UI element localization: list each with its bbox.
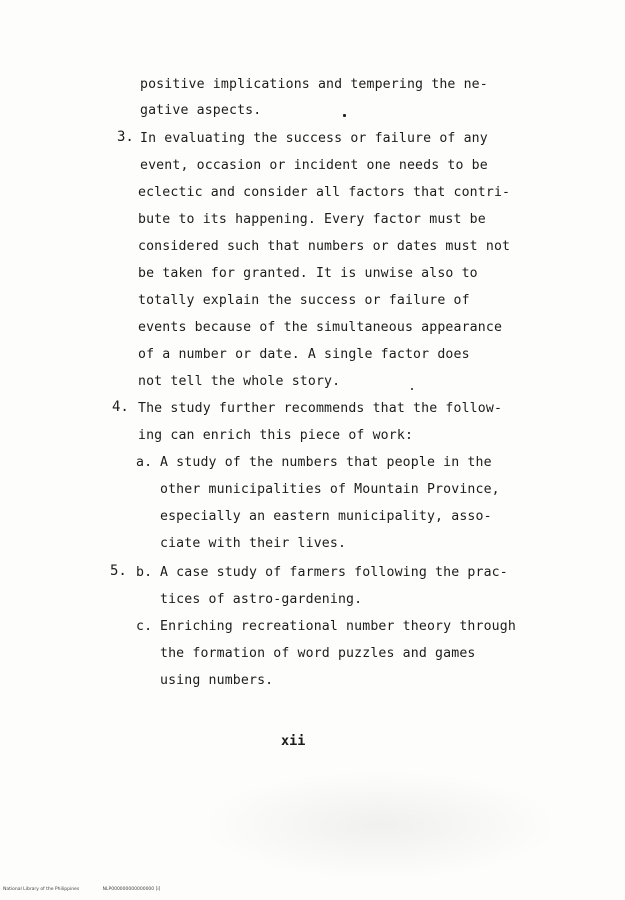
sub-c-line: using numbers.: [160, 673, 274, 688]
item3-line: events because of the simultaneous appearance: [138, 320, 503, 335]
page-number: xii: [281, 733, 306, 749]
sub-a-line: other municipalities of Mountain Province,: [160, 482, 500, 497]
item3-line: event, occasion or incident one needs to be: [140, 158, 488, 173]
scan-grain: [200, 770, 560, 880]
item3-line: of a number or date. A single factor does: [138, 347, 470, 362]
item3-line: In evaluating the success or failure of any: [140, 131, 488, 146]
sub-c-line: the formation of word puzzles and games: [160, 646, 476, 661]
item3-line: eclectic and consider all factors that contri-: [138, 185, 511, 200]
item3-line: bute to its happening. Every factor must be: [138, 212, 486, 227]
intro-line: positive implications and tempering the ne-: [140, 77, 488, 92]
item3-line: be taken for granted. It is unwise also to: [138, 266, 478, 281]
footer-id: NLP000000000000000 [i]: [102, 887, 161, 892]
item-number-5: 5.: [110, 563, 127, 579]
scan-speck: [411, 388, 413, 390]
sub-b-line: A case study of farmers following the prac-: [160, 565, 508, 580]
item3-line: not tell the whole story.: [138, 374, 341, 389]
sub-a-line: ciate with their lives.: [160, 536, 347, 551]
sub-letter-c: c.: [136, 619, 153, 634]
sub-a-line: A study of the numbers that people in the: [160, 455, 492, 470]
scan-footer: [3, 887, 182, 893]
item3-line: considered such that numbers or dates must not: [138, 239, 511, 254]
scan-speck: [343, 114, 346, 117]
item-number-4: 4.: [112, 399, 129, 415]
item4-line: The study further recommends that the follow-: [138, 401, 503, 416]
sub-c-line: Enriching recreational number theory through: [160, 619, 516, 634]
intro-line: gative aspects.: [140, 103, 262, 118]
item-number-3: 3.: [117, 129, 134, 145]
sub-a-line: especially an eastern municipality, asso-: [160, 509, 492, 524]
item3-line: totally explain the success or failure of: [138, 293, 470, 308]
footer-source: National Library of the Philippines: [3, 887, 80, 892]
sub-b-line: tices of astro-gardening.: [160, 592, 363, 607]
sub-letter-a: a.: [136, 455, 153, 470]
item4-line: ing can enrich this piece of work:: [138, 428, 414, 443]
sub-letter-b: b.: [136, 565, 153, 580]
